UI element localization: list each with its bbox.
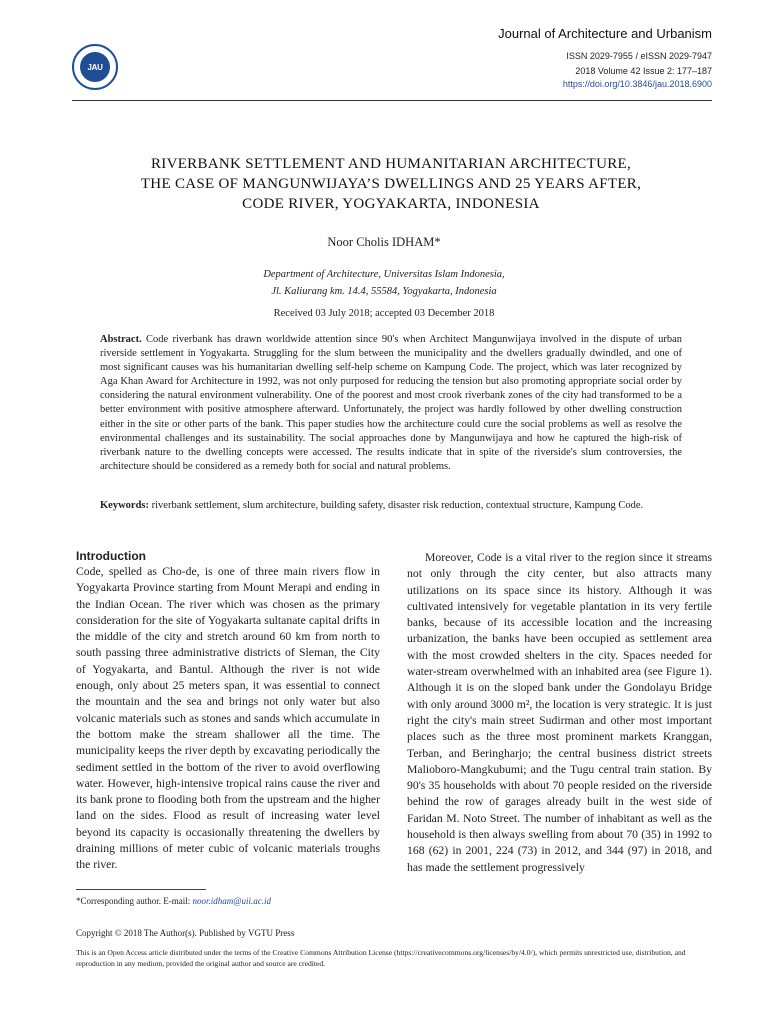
journal-logo bbox=[72, 44, 118, 90]
keywords-text: riverbank settlement, slum architecture, building safety, disaster risk reduction, contextual structure, Kampung Code. bbox=[149, 500, 644, 511]
corresponding-author-note bbox=[76, 896, 271, 906]
journal-name: Journal of Architecture and Urbanism bbox=[498, 26, 712, 41]
journal-volume: 2018 Volume 42 Issue 2: 177–187 bbox=[575, 66, 712, 76]
title-line: THE CASE OF MANGUNWIJAYA’S DWELLINGS AND 25 YEARS AFTER, bbox=[140, 176, 642, 192]
keywords bbox=[100, 499, 682, 513]
abstract-label: Abstract. bbox=[100, 334, 142, 345]
copyright-notice: Copyright © 2018 The Author(s). Published by VGTU Press bbox=[76, 928, 295, 938]
author-name: Noor Cholis IDHAM* bbox=[327, 235, 441, 249]
affiliation-line: Department of Architecture, Universitas Islam Indonesia, bbox=[263, 269, 505, 280]
author-email-link[interactable]: noor.idham@uii.ac.id bbox=[192, 896, 272, 906]
doi-link[interactable]: https://doi.org/10.3846/jau.2018.6900 bbox=[562, 79, 712, 89]
footnote-divider bbox=[76, 889, 206, 890]
journal-issn: ISSN 2029-7955 / eISSN 2029-7947 bbox=[566, 51, 712, 61]
journal-header bbox=[498, 26, 712, 89]
right-column bbox=[407, 550, 712, 876]
keywords-label: Keywords: bbox=[100, 500, 149, 511]
affiliation bbox=[0, 266, 768, 300]
journal-logo-text: JAU bbox=[80, 52, 110, 82]
paper-title bbox=[80, 154, 702, 214]
affiliation-line: Jl. Kaliurang km. 14.4, 55584, Yogyakarta, Indonesia bbox=[271, 286, 497, 297]
section-heading-introduction: Introduction bbox=[76, 549, 146, 563]
received-dates: Received 03 July 2018; accepted 03 December 2018 bbox=[273, 308, 495, 319]
intro-paragraph-right: Moreover, Code is a vital river to the region since it streams not only through the city center, but also attracts many utilizations on its space since its history. Although it was cultivated intensively for vegetable plantation in its very fertile banks, because of its accessible location and the increasing urbanization, the banks have been occupied as settlement area with the most crowded shelters in the city. Spaces needed for water-stream overwhelmed with an inhabited area (see Figure 1). Although it is on the sloped bank under the Gondolayu Bridge with only around 3000 m², the location is very strategic. It is just right the city's main street Sudirman and other most important places such as the three most prominent markets Kranggan, Terban, and Beringharjo; the central business district streets Malioboro-Mangkubumi; and the Tugu central train station. By 90's 35 households with about 70 people resided on the riverside behind the row of garages already built in the west side of Faridan M. Noto Street. The number of inhabitant as well as the household is then always swelling from about 70 (35) in 1992 to 168 (62) in 2001, 224 (73) in 2012, and 344 (97) in 2018, and has made the settlement progressively bbox=[407, 551, 712, 874]
license-notice: This is an Open Access article distributed under the terms of the Creative Commons Attribution License (https://creativecommons.org/licenses/by/4.0/), which permits unrestricted use, distribution, and reproduction in any medium, provided the original author and source are credited. bbox=[76, 948, 686, 968]
left-column bbox=[76, 548, 380, 874]
header-divider bbox=[72, 100, 712, 101]
intro-paragraph-left: Code, spelled as Cho-de, is one of three main rivers flow in Yogyakarta Province starting from Mount Merapi and ending in the Indian Ocean. The river which was chosen as the primary consideration for the site of Yogyakarta sultanate capital drifts in the middle of the city and stretch around 60 km from north to south passing three administrative districts of Sleman, the City of Yogyakarta, and Bantul. Although the river is not wide enough, only about 25 meters span, it was essential to connect the mountain and the sea and brings not only water but also volcanic materials such as stones and sands which accumulate in the bottom make the stream shallower all the time. The municipality keeps the river depth by excavating periodically the sediment settled in the bottom of the river to avoid overflowing water. However, high-intensive tropical rains cause the river and its bank prone to flooding both from the upstream and the higher land on the sides. Flood as result of increasing water level beyond its capacity is occasionally threatening the dwellers by draining millions of meter cubic of volcanic materials troughs the river. bbox=[76, 565, 380, 872]
title-line: CODE RIVER, YOGYAKARTA, INDONESIA bbox=[242, 196, 540, 212]
footnote-text: *Corresponding author. E-mail: bbox=[76, 896, 193, 906]
abstract bbox=[100, 333, 682, 474]
title-line: RIVERBANK SETTLEMENT AND HUMANITARIAN ARCHITECTURE, bbox=[150, 156, 632, 172]
abstract-text: Code riverbank has drawn worldwide attention since 90's when Architect Mangunwijaya involved in the dispute of urban riverside settlement in Yogyakarta. Struggling for the slum between the municipality and the dwellers gradually dwindled, and one of most significant causes was his humanitarian dwelling self-help scheme on Kampung Code. The project, which was later recognized by Aga Khan Award for Architecture in 1992, was not only purposed for reducing the tension but also promoting appropriate social order by considering the natural environment vulnerability. One of the poorest and most crook riverbank zones of the city had transformed to be a better environment with positive atmosphere afterward. Unfortunately, the project was hardly followed by other dwelling construction either in the site or other parts of the bank. This paper studies how the architecture could cure the social problems as well as resolve the environmental challenges and its sustainability. The social approaches done by Mangunwijaya and how he captured the high-risk of riverbank nature to the dwelling concepts were accessed. The results indicate that in spite of the riverside's slum controversies, the architecture should be considered as a remedy both for social and natural problems. bbox=[100, 334, 682, 472]
